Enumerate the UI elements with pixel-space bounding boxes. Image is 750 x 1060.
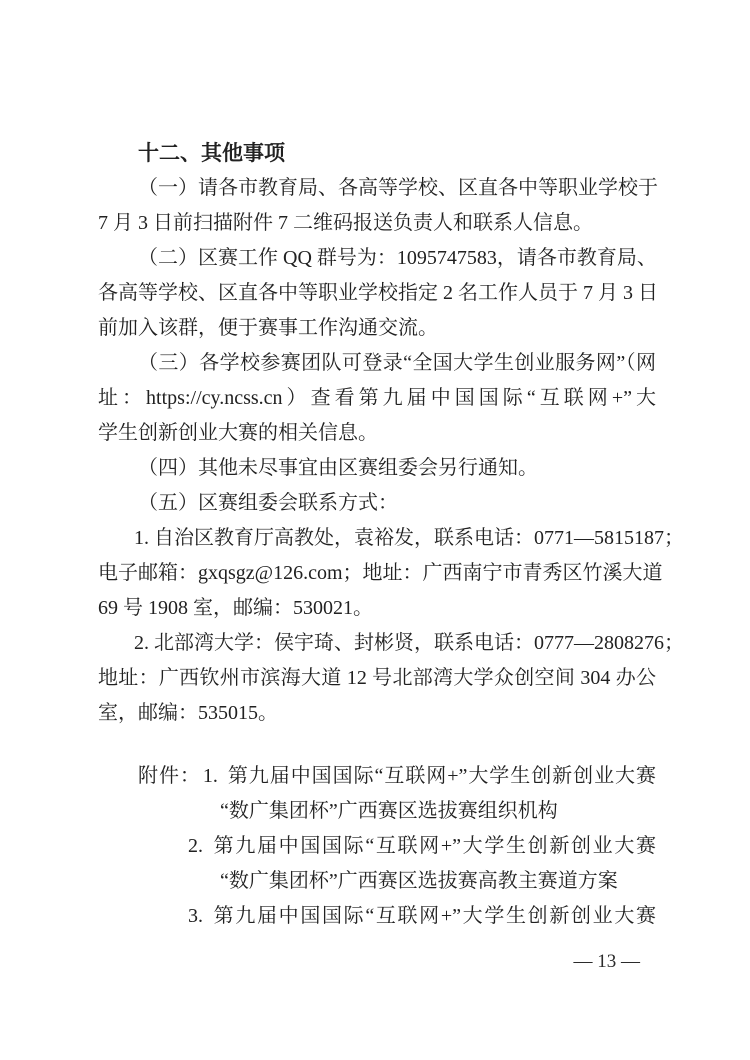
attachment-item-1-line-2: “数广集团杯”广西赛区选拔赛组织机构 <box>220 800 558 822</box>
attachments-label: 附件： <box>138 765 201 787</box>
attachment-number: 3. <box>188 905 203 927</box>
attachment-item-3-line-1 <box>98 899 656 934</box>
paragraph-1-line-1: （一）请各市教育局、各高等学校、区直各中等职业学校于 <box>138 177 658 199</box>
contact-2-line-1: 2. 北部湾大学：侯宇琦、封彬贤，联系电话：0777—2808276； <box>134 632 684 654</box>
paragraph-2-line-1: （二）区赛工作 QQ 群号为：1095747583，请各市教育局、 <box>138 247 657 269</box>
paragraph-2-line-2: 各高等学校、区直各中等职业学校指定 2 名工作人员于 7 月 3 日 <box>98 282 658 304</box>
attachment-item-2-line-1 <box>98 829 656 864</box>
contact-1-line-1: 1. 自治区教育厅高教处，袁裕发，联系电话：0771—5815187； <box>134 527 684 549</box>
section-heading: 十二、其他事项 <box>138 142 285 165</box>
contact-2-line-2: 地址：广西钦州市滨海大道 12 号北部湾大学众创空间 304 办公 <box>98 667 656 689</box>
attachment-item-1-line-1 <box>98 759 656 794</box>
paragraph-4-line-1: （四）其他未尽事宜由区赛组委会另行通知。 <box>138 457 538 479</box>
contact-1-line-2: 电子邮箱：gxqsgz@126.com；地址：广西南宁市青秀区竹溪大道 <box>98 562 663 584</box>
contact-1-line-3: 69 号 1908 室，邮编：530021。 <box>98 597 373 619</box>
paragraph-3-line-2: 址：https://cy.ncss.cn）查看第九届中国国际“互联网+”大 <box>98 387 656 409</box>
attachment-title: 第九届中国国际“互联网+”大学生创新创业大赛 <box>212 905 656 927</box>
page-number: — 13 — <box>573 951 640 972</box>
paragraph-3-line-3: 学生创新创业大赛的相关信息。 <box>98 422 378 444</box>
attachment-title: 第九届中国国际“互联网+”大学生创新创业大赛 <box>212 835 656 857</box>
contact-2-line-3: 室，邮编：535015。 <box>98 702 278 724</box>
paragraph-3-line-1: （三）各学校参赛团队可登录“全国大学生创业服务网”（网 <box>138 352 656 374</box>
document-content <box>98 136 684 975</box>
paragraph-2-line-3: 前加入该群，便于赛事工作沟通交流。 <box>98 317 438 339</box>
attachment-number: 1. <box>202 765 218 787</box>
attachment-item-2-line-2: “数广集团杯”广西赛区选拔赛高教主赛道方案 <box>220 870 618 892</box>
attachments-list <box>98 759 656 934</box>
paragraph-1-line-2: 7 月 3 日前扫描附件 7 二维码报送负责人和联系人信息。 <box>98 212 593 234</box>
attachment-title: 第九届中国国际“互联网+”大学生创新创业大赛 <box>226 765 656 787</box>
paragraph-5-line-1: （五）区赛组委会联系方式： <box>138 492 398 514</box>
attachment-number: 2. <box>188 835 203 857</box>
